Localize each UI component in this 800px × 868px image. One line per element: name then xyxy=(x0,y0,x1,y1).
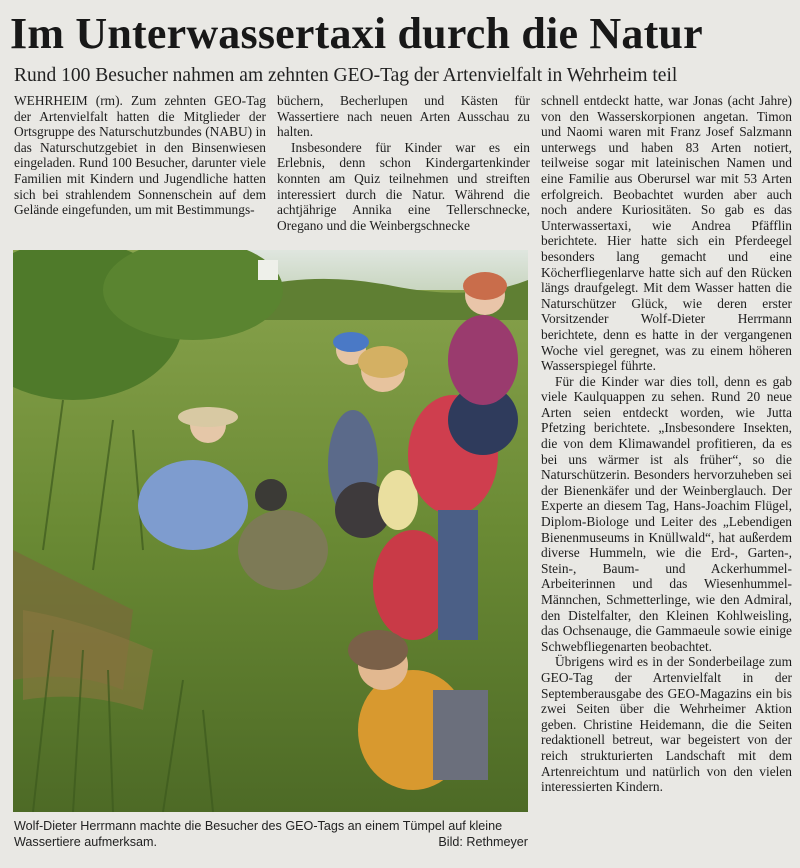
article-column-1 xyxy=(14,93,266,218)
paragraph: schnell entdeckt hatte, war Jonas (acht Jahre) von den Wasserskorpionen angetan. Timon und Naomi waren mit Franz Josef Salzmann unterwegs und haben 83 Arten notiert, teilweise sogar mit lateinischen Namen und eine Familie aus Oberursel war mit 53 Arten erfolgreich. Beobachtet wurden aber auch noch andere Kuriositäten. So gab es das Unterwassertaxi, wie Andrea Pfäfflin berichtete. Hier hatte sich ein Pferdeegel besonders lang gemacht und eine Köcherfliegenlarve hatte sich auf den Rücken längs draufgelegt. Mit dem Wasser hatten die Naturschützer Glück, wie deren erster Vorsitzender Wolf-Dieter Herrmann berichtete, denn es hatte in der vergangenen Woche viel geregnet, was zu einem höheren Wasserspiegel führte. xyxy=(541,93,792,374)
photo-credit: Bild: Rethmeyer xyxy=(438,835,528,849)
paragraph: büchern, Becherlupen und Kästen für Wassertiere nach neuen Arten Ausschau zu halten. xyxy=(277,93,530,140)
paragraph: Übrigens wird es in der Sonderbeilage zum GEO-Tag der Artenvielfalt in der Septemberausgabe des GEO-Magazins ein bis zwei Seiten über die Wehrheimer Aktion geben. Christine Heidemann, die die Seiten redaktionell betreut, war begeistert von der reich strukturierten Landschaft mit dem Artenreichtum und natürlich von den vielen interessierten Kindern. xyxy=(541,654,792,795)
article-photo xyxy=(13,250,528,812)
article-column-2 xyxy=(277,93,530,233)
paragraph: Für die Kinder war dies toll, denn es gab viele Kaulquappen zu sehen. Rund 20 neue Arten seien entdeckt worden, wie Jutta Pfetzing berichtete. „Insbesondere Insekten, die von dem Klimawandel profitieren, da es bei uns wärmer ist als früher“, so die Naturschützerin. Besonders hervorzuheben sei der Bienenkäfer und der Weinberglauch. Der Experte an diesem Tag, Hans-Joachim Flügel, Diplom-Biologe und Leiter des „Lebendigen Bienenmuseums in Knüllwald“, hat außerdem diverse Hummeln, wie die Erd-, Garten-, Stein-, Baum- und Ackerhummel-Arbeiterinnen und das Wiesenhummel-Männchen, Schmetterlinge, wie den Admiral, den Distelfalter, den Kleinen Kohlweisling, das Ochsenauge, die Gammaeule sowie einige Schwebfliegenarten beobachtet. xyxy=(541,373,792,654)
article-column-3 xyxy=(541,93,792,795)
paragraph: Insbesondere für Kinder war es ein Erlebnis, denn schon Kindergartenkinder konnten am Quiz teilnehmen und streiften interessiert durch die Natur. Während die achtjährige Annika eine Tellerschnecke, Oregano und die Weinbergschnecke xyxy=(277,139,530,233)
caption-text: Wolf-Dieter Herrmann machte die Besucher des GEO-Tags an einem Tümpel auf kleine Wassertiere aufmerksam. xyxy=(14,819,503,849)
paragraph: WEHRHEIM (rm). Zum zehnten GEO-Tag der Artenvielfalt hatten die Mitglieder der Ortsgruppe des Naturschutzbundes (NABU) in das Naturschutzgebiet in den Binsenwiesen eingeladen. Rund 100 Besucher, darunter viele Familien mit Kindern und Jugendliche hatten sich bei strahlendem Sonnenschein auf dem Gelände eingefunden, um mit Bestimmungs- xyxy=(14,93,266,218)
photo-image xyxy=(13,250,528,812)
headline: Im Unterwassertaxi durch die Natur xyxy=(10,9,703,58)
photo-caption xyxy=(14,818,528,850)
subheadline: Rund 100 Besucher nahmen am zehnten GEO-Tag der Artenvielfalt in Wehrheim teil xyxy=(14,65,678,86)
